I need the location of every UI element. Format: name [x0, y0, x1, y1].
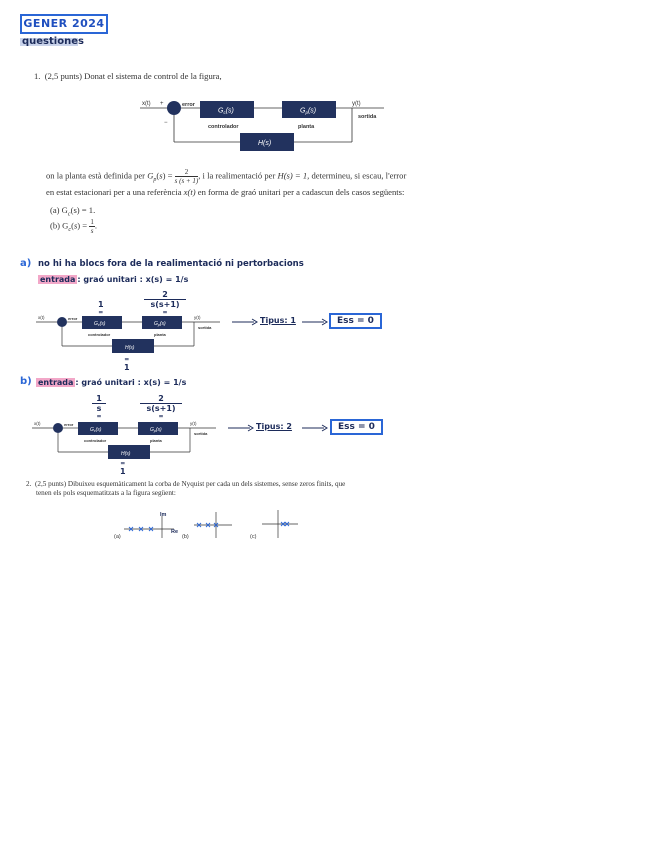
svg-text:error: error [68, 316, 78, 321]
answer-b-entrada: entrada : graó unitari : x(s) = 1/s [38, 378, 187, 387]
svg-text:H(s): H(s) [121, 451, 131, 457]
answer-a-tipus: Tipus: 1 [260, 316, 296, 325]
svg-text:controlador: controlador [208, 124, 239, 130]
page-subtitle: questiones [22, 36, 84, 47]
svg-text:x(t): x(t) [34, 421, 41, 426]
svg-text:x(t): x(t) [38, 315, 45, 320]
answer-b-gc-value: 1 s = [92, 394, 106, 420]
page-title: GENER 2024 [20, 14, 108, 34]
q1-body-line2: en estat estacionari per a una referència x(t) en forma de graó unitari per a cadascun dels casos següents: [46, 187, 405, 197]
block-diagram-main [138, 96, 388, 158]
svg-text:planta: planta [298, 124, 315, 130]
error-label: error [182, 102, 195, 108]
svg-text:sortida: sortida [198, 325, 212, 330]
svg-text:sortida: sortida [358, 114, 377, 120]
q1-case-b: (b) $G_c(s)$ = $\frac{1}{s}$ . [50, 218, 97, 235]
svg-text:Gp(s): $G_p(s)$ [150, 427, 162, 433]
answer-a-ess: Ess = 0 [329, 313, 382, 329]
svg-text:Gp(s): $G_p(s)$ [300, 107, 317, 115]
svg-text:y(t): y(t) [194, 315, 201, 320]
svg-text:sortida: sortida [194, 431, 208, 436]
answer-b-gp-value: 2 s(s+1) = [140, 394, 182, 420]
diagram-input-label: x(t) [142, 101, 151, 107]
svg-text:H(s): H(s) [125, 345, 135, 351]
arrow-icon [228, 424, 254, 432]
svg-text:Gc(s): $G_c(s)$ [90, 427, 102, 433]
diagram-output-label: y(t) [352, 101, 361, 107]
svg-text:−: − [164, 120, 168, 126]
block-diagram-a [34, 312, 224, 358]
answer-b-tipus: Tipus: 2 [256, 422, 292, 431]
answer-a-label: a) [20, 258, 32, 269]
svg-text:y(t): y(t) [190, 421, 197, 426]
svg-text:planta: planta [154, 332, 166, 337]
svg-text:H(s): H(s) [258, 140, 272, 147]
answer-a-h-value: = 1 [124, 356, 130, 372]
pole-diagram-c-label: (c) [250, 534, 257, 540]
q2-text: 2. (2,5 punts) Dibuixeu esquemàticament la corba de Nyquist per cada un dels sistemes, sense zeros finits, que tenen els pols esquematitzats a la figura següent: [26, 480, 346, 497]
svg-text:Gc(s): $G_c(s)$ [94, 321, 106, 327]
answer-a-entrada: entrada : graó unitari : x(s) = 1/s [40, 275, 189, 284]
answer-b-label: b) [20, 376, 32, 387]
answer-b-h-value: = 1 [120, 460, 126, 476]
block-diagram-b [30, 418, 220, 464]
answer-a-text: no hi ha blocs fora de la realimentació ni pertorbacions [38, 259, 304, 269]
im-axis-label: Im [160, 512, 167, 518]
svg-text:controlador: controlador [84, 438, 107, 443]
svg-text:Gc(s): $G_c(s)$ [218, 107, 234, 115]
answer-a-gc-value: 1 = [98, 300, 104, 316]
pole-diagram-a-label: (a) [114, 534, 121, 540]
svg-text:controlador: controlador [88, 332, 111, 337]
svg-text:planta: planta [150, 438, 162, 443]
q1-body-line1: on la planta està definida per $G_p(s)$ = $\frac{2}{s (s + 1)}$ , i la realimentació per H(s) = 1, determineu, si escau, l'error [46, 168, 407, 185]
q1-lead: 1. (2,5 punts) Donat el sistema de control de la figura, [34, 71, 222, 81]
q1-case-a: (a) $G_c(s) = 1$. [50, 205, 96, 218]
summing-junction [167, 101, 181, 115]
svg-text:+: + [160, 101, 164, 107]
arrow-icon [302, 318, 328, 326]
pole-diagram-b-label: (b) [182, 534, 189, 540]
svg-text:error: error [64, 422, 74, 427]
answer-a-gp-value: 2 s(s+1) = [144, 290, 186, 316]
pole-diagrams [110, 508, 310, 544]
arrow-icon [302, 424, 328, 432]
arrow-icon [232, 318, 258, 326]
re-axis-label: Re [171, 529, 179, 535]
answer-b-ess: Ess = 0 [330, 419, 383, 435]
svg-text:Gp(s): $G_p(s)$ [154, 321, 166, 327]
